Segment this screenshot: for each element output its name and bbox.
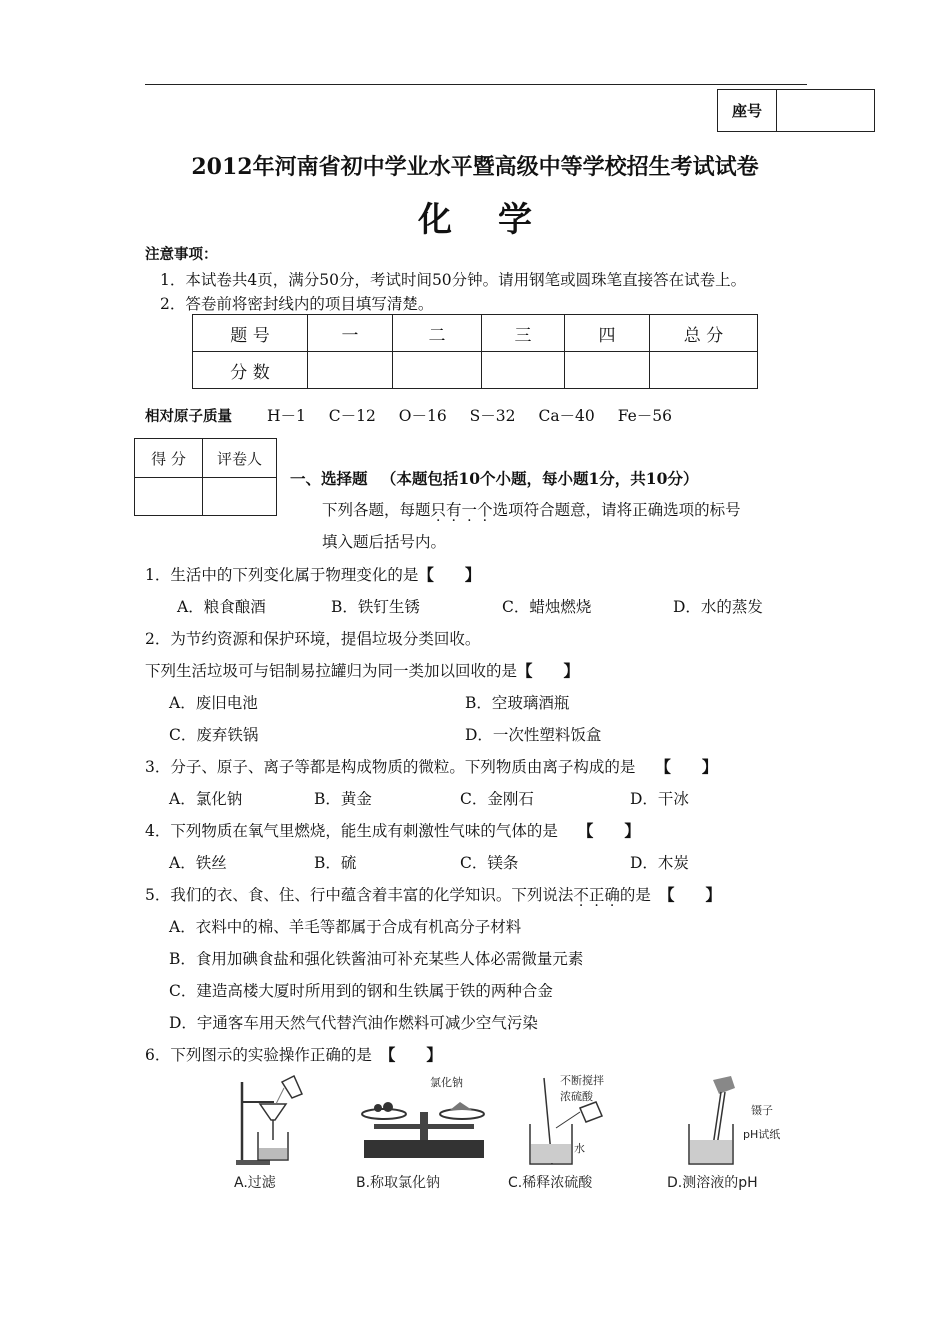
section-info: （本题包括10个小题，每小题1分，共10分） (380, 469, 699, 488)
emphasis-char: 不 (573, 886, 589, 904)
score-table-header: 一 (308, 315, 393, 352)
figure-c-diluting (500, 1072, 660, 1197)
pouring-beaker (282, 1076, 302, 1098)
score-cell[interactable] (650, 352, 758, 389)
section-heading (290, 467, 698, 489)
question-text: 5．我们的衣、食、住、行中蕴含着丰富的化学知识。下列说法 (145, 886, 574, 904)
label-stir: 不断搅拌 (560, 1074, 604, 1087)
question-4-stem (145, 819, 640, 841)
atomic-mass-value: S－32 (469, 407, 516, 425)
score-table-header: 题 号 (193, 315, 308, 352)
exam-title: 2012年河南省初中学业水平暨高级中等学校招生考试试卷 (191, 154, 759, 180)
top-rule (145, 84, 807, 85)
emphasis-char: 有 (446, 501, 462, 519)
score-table-header: 三 (482, 315, 565, 352)
question-2-option-d: D．一次性塑料饭盒 (465, 726, 602, 744)
question-text: 的是 (619, 886, 651, 904)
emphasis-char: 只 (430, 501, 447, 519)
figure-b-weighing (350, 1072, 510, 1197)
atomic-mass-value: Fe－56 (617, 407, 673, 425)
label-water: 水 (574, 1142, 585, 1155)
emphasis-char: 正 (588, 886, 605, 904)
section-intro-line2: 填入题后括号内。 (322, 533, 447, 551)
question-5-option-a: A．衣料中的棉、羊毛等都属于合成有机高分子材料 (169, 918, 522, 936)
question-2-stem-2 (145, 659, 579, 681)
answer-bracket[interactable]: 【 】 (379, 1045, 442, 1064)
question-3-option-d: D．干冰 (630, 790, 689, 808)
notes-heading: 注意事项： (145, 247, 218, 263)
seat-label: 座号 (718, 90, 777, 131)
nacl-pile (450, 1102, 472, 1110)
question-6-stem (145, 1043, 442, 1065)
grader-box (134, 438, 277, 516)
solution-liquid (690, 1140, 732, 1163)
question-2-option-a: A．废旧电池 (169, 694, 258, 712)
question-4-option-c: C．镁条 (460, 854, 519, 872)
question-5-option-c: C．建造高楼大厦时所用到的钢和生铁属于铁的两种合金 (169, 982, 553, 1000)
question-3-option-b: B．黄金 (314, 790, 372, 808)
question-3-option-a: A．氯化钠 (169, 790, 243, 808)
question-text: 3．分子、原子、离子等都是构成物质的微粒。下列物质由离子构成的是 (145, 758, 636, 776)
grader-score-field[interactable] (135, 478, 203, 516)
hand (713, 1076, 735, 1094)
intro-text: 下列各题，每题 (322, 501, 431, 519)
score-cell[interactable] (308, 352, 393, 389)
score-cell[interactable] (565, 352, 650, 389)
question-2-option-b: B．空玻璃酒瓶 (465, 694, 570, 712)
atomic-mass-value: Ca－40 (538, 407, 595, 425)
question-4-option-a: A．铁丝 (169, 854, 227, 872)
atomic-mass-label: 相对原子质量 (145, 409, 232, 425)
label-tweezers: 镊子 (751, 1104, 773, 1117)
question-text: 下列生活垃圾可与铝制易拉罐归为同一类加以回收的是 (145, 662, 518, 680)
score-table (192, 314, 758, 389)
intro-text: 选项符合题意，请将正确选项的标号 (492, 501, 741, 519)
question-5-option-d: D．宇通客车用天然气代替汽油作燃料可减少空气污染 (169, 1014, 538, 1032)
answer-bracket[interactable]: 【 】 (418, 565, 481, 584)
question-text: 4．下列物质在氧气里燃烧，能生成有刺激性气味的气体的是 (145, 822, 558, 840)
note-item-1: 1．本试卷共4页，满分50分，考试时间50分钟。请用钢笔或圆珠笔直接答在试卷上。 (160, 271, 747, 289)
figure-d-ph (663, 1072, 823, 1197)
section-title: 一、选择题 (290, 469, 368, 488)
label-nacl: 氯化钠 (430, 1076, 463, 1089)
emphasis-char: 一 (461, 501, 478, 519)
acid-stream (556, 1112, 580, 1128)
seat-number-box (717, 89, 875, 132)
question-2-option-c: C．废弃铁锅 (169, 726, 259, 744)
acid-bottle (580, 1102, 602, 1122)
figure-b-caption: B.称取氯化钠 (356, 1175, 441, 1191)
water-liquid (531, 1144, 571, 1163)
score-table-header: 四 (565, 315, 650, 352)
label-acid: 浓硫酸 (560, 1090, 593, 1103)
weight (383, 1102, 393, 1112)
question-1-option-a: A．粮食酿酒 (177, 598, 266, 616)
grader-name-label: 评卷人 (203, 439, 277, 478)
question-3-option-c: C．金刚石 (460, 790, 534, 808)
beaker-liquid (259, 1148, 287, 1159)
figure-a-caption: A.过滤 (234, 1175, 276, 1191)
atomic-mass-value: H－1 (266, 407, 306, 425)
question-2-stem: 2．为节约资源和保护环境，提倡垃圾分类回收。 (145, 630, 481, 648)
emphasis-char: 确 (604, 886, 620, 904)
question-1-option-b: B．铁钉生锈 (331, 598, 420, 616)
question-4-option-b: B．硫 (314, 854, 357, 872)
score-table-header: 二 (393, 315, 482, 352)
balance-beam (374, 1124, 474, 1129)
label-ph-paper: pH试纸 (743, 1128, 781, 1141)
question-4-option-d: D．木炭 (630, 854, 689, 872)
atomic-mass-value: C－12 (328, 407, 376, 425)
tweezers (713, 1092, 721, 1146)
atomic-mass-value: O－16 (398, 407, 447, 425)
score-cell[interactable] (482, 352, 565, 389)
question-1-stem (145, 563, 480, 585)
pour-stream (276, 1088, 284, 1104)
funnel (260, 1104, 286, 1120)
figure-c-caption: C.稀释浓硫酸 (508, 1175, 593, 1191)
seat-number-field[interactable] (777, 90, 874, 131)
score-cell[interactable] (393, 352, 482, 389)
answer-bracket[interactable]: 【 】 (577, 821, 640, 840)
balance-base (364, 1140, 484, 1158)
emphasis-char: 个 (477, 501, 493, 519)
question-3-stem (145, 755, 717, 777)
score-row-label: 分 数 (193, 352, 308, 389)
section-intro-line1 (322, 498, 741, 520)
right-pan (440, 1109, 484, 1119)
answer-bracket[interactable]: 【 】 (658, 885, 721, 904)
question-text: 1．生活中的下列变化属于物理变化的是 (145, 566, 419, 584)
answer-bracket[interactable]: 【 】 (655, 757, 718, 776)
answer-bracket[interactable]: 【 】 (517, 661, 580, 680)
atomic-mass-line (145, 404, 672, 426)
figure-d-caption: D.测溶液的pH (667, 1175, 758, 1191)
grader-score-label: 得 分 (135, 439, 203, 478)
weight (374, 1104, 382, 1112)
question-5-stem (145, 883, 721, 905)
grader-name-field[interactable] (203, 478, 277, 516)
question-1-option-d: D．水的蒸发 (673, 598, 763, 616)
note-item-2: 2．答卷前将密封线内的项目填写清楚。 (160, 295, 434, 313)
question-1-option-c: C．蜡烛燃烧 (502, 598, 592, 616)
tweezers (717, 1092, 725, 1146)
question-5-option-b: B．食用加碘食盐和强化铁酱油可补充某些人体必需微量元素 (169, 950, 584, 968)
score-table-header: 总 分 (650, 315, 758, 352)
question-text: 6．下列图示的实验操作正确的是 (145, 1046, 372, 1064)
subject-title: 化学 (418, 200, 578, 240)
left-pan (362, 1109, 406, 1119)
